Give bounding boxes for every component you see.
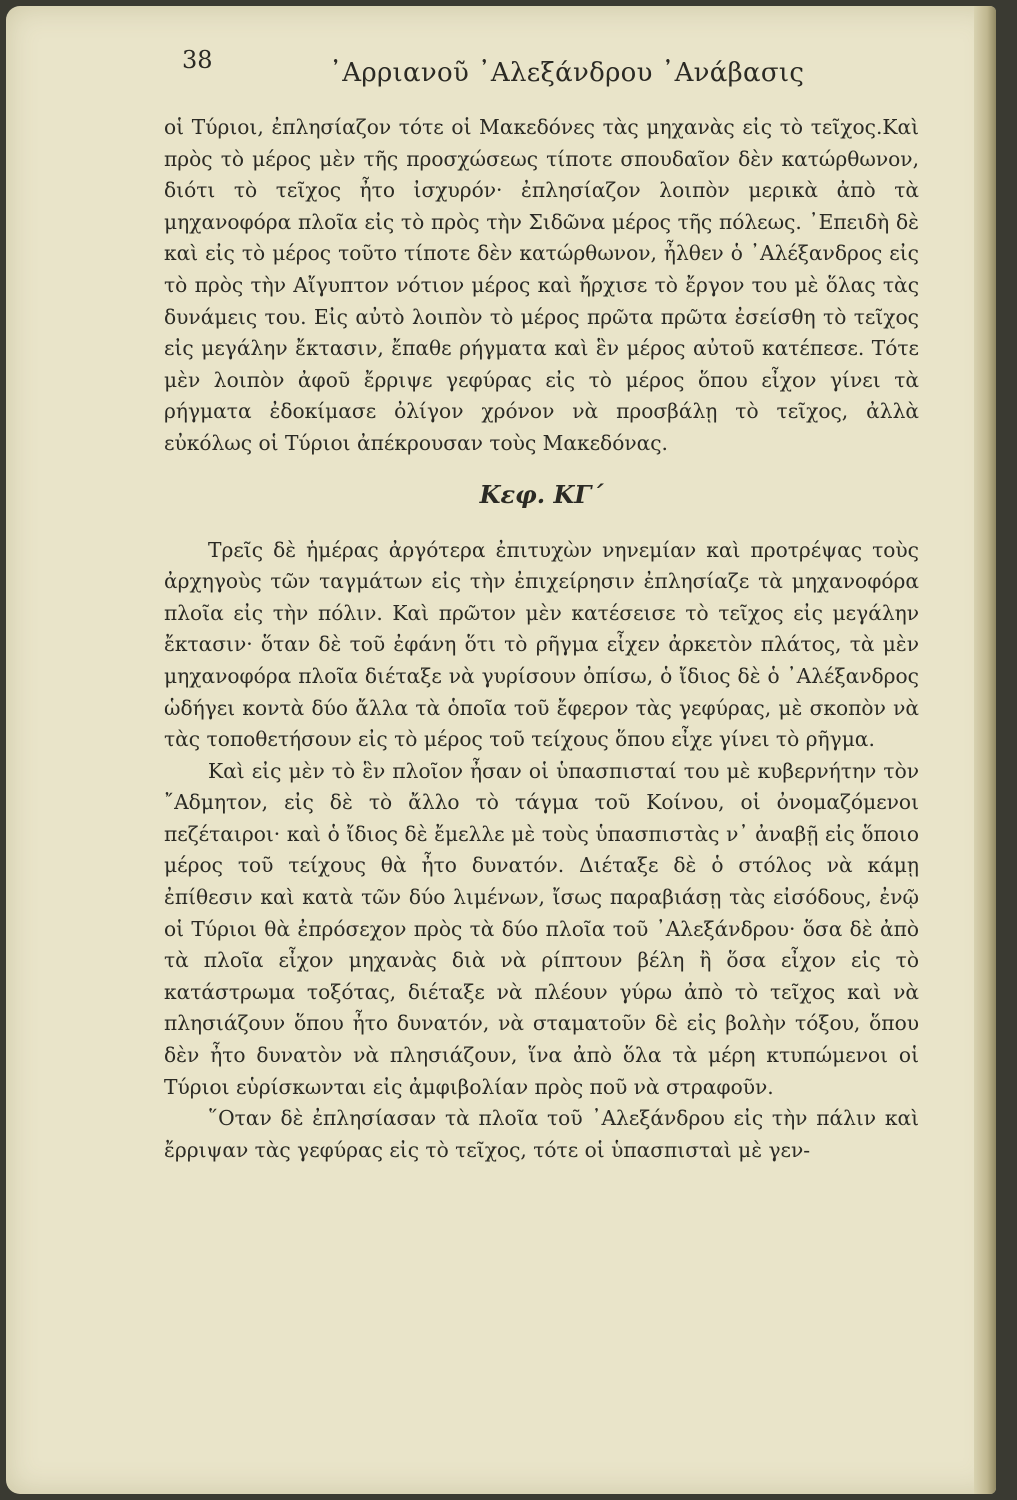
paragraph-1: οἱ Τύριοι, ἐπλησίαζον τότε οἱ Μακεδόνες τὰς μηχανὰς εἰς τὸ τεῖχος.Καὶ πρὸς τὸ μέρος μὲν τῆς προσχώσεως τίποτε σπουδαῖον δὲν κατώρθωνον, διότι τὸ τεῖχος ἦτο ἰσχυρόν· ἐπλησίαζον λοιπὸν μερικὰ ἀπὸ τὰ μηχανοφόρα πλοῖα εἰς τὸ πρὸς τὴν Σιδῶνα μέρος τῆς πόλεως. ᾿Επειδὴ δὲ καὶ εἰς τὸ μέρος τοῦτο τίποτε δὲν κατώρθωνον, ἦλθεν ὁ ᾿Αλέξανδρος εἰς τὸ πρὸς τὴν Αἴγυπτον νότιον μέρος καὶ ἤρχισε τὸ ἔργον του μὲ ὅλας τὰς δυνάμεις του. Εἰς αὐτὸ λοιπὸν τὸ μέρος πρῶτα πρῶτα ἐσείσθη τὸ τεῖχος εἰς μεγάλην ἔκτασιν, ἔπαθε ρήγματα καὶ ἓν μέρος αὐτοῦ κατέπεσε. Τότε μὲν λοιπὸν ἀφοῦ ἔρριψε γεφύρας εἰς τὸ μέρος ὅπου εἶχον γίνει τὰ ρήγματα ἐδοκίμασε ὀλίγον χρόνον νὰ προσβάλῃ τὸ τεῖχος, ἀλλὰ εὐκόλως οἱ Τύριοι ἀπέκρουσαν τοὺς Μακεδόνας. bbox=[164, 115, 919, 455]
paragraph-3: Καὶ εἰς μὲν τὸ ἓν πλοῖον ἦσαν οἱ ὑπασπισταί του μὲ κυβερνήτην τὸν ῎Αδμητον, εἰς δὲ τὸ ἄλλο τὸ τάγμα τοῦ Κοίνου, οἱ ὀνομαζόμενοι πεζέταιροι· καὶ ὁ ἴδιος δὲ ἔμελλε μὲ τοὺς ὑπασπιστὰς ν᾿ ἀναβῇ εἰς ὅποιο μέρος τοῦ τείχους θὰ ἦτο δυνατόν. Διέταξε δὲ ὁ στόλος νὰ κάμῃ ἐπίθεσιν καὶ κατὰ τῶν δύο λιμένων, ἴσως παραβιάσῃ τὰς εἰσόδους, ἐνῷ οἱ Τύριοι θὰ ἐπρόσεχον πρὸς τὰ δύο πλοῖα τοῦ ᾿Αλεξάνδρου· ὅσα δὲ ἀπὸ τὰ πλοῖα εἶχον μηχανὰς διὰ νὰ ρίπτουν βέλη ἢ ὅσα εἶχον εἰς τὸ κατάστρωμα τοξότας, διέταξε νὰ πλέουν γύρω ἀπὸ τὸ τεῖχος καὶ νὰ πλησιάζουν ὅπου ἦτο δυνατόν, νὰ σταματοῦν δὲ εἰς βολὴν τόξου, ὅπου δὲν ἦτο δυνατὸν νὰ πλησιάζουν, ἵνα ἀπὸ ὅλα τὰ μέρη κτυπώμενοι οἱ Τύριοι εὑρίσκωνται εἰς ἀμφιβολίαν πρὸς ποῦ νὰ στραφοῦν. bbox=[164, 758, 919, 1099]
paragraph-4: ῞Οταν δὲ ἐπλησίασαν τὰ πλοῖα τοῦ ᾿Αλεξάνδρου εἰς τὴν πάλιν καὶ ἔρριψαν τὰς γεφύρας εἰς τὸ τεῖχος, τότε οἱ ὑπασπισταὶ μὲ γεν- bbox=[164, 1106, 919, 1162]
page-number: 38 bbox=[182, 46, 213, 74]
running-title: ᾿Αρριανοῦ ᾿Αλεξάνδρου ᾿Ανάβασις bbox=[329, 58, 805, 88]
book-page bbox=[6, 6, 996, 1494]
page-spine-shadow bbox=[974, 6, 996, 1494]
paragraph-2: Τρεῖς δὲ ἡμέρας ἀργότερα ἐπιτυχὼν νηνεμίαν καὶ προτρέψας τοὺς ἀρχηγοὺς τῶν ταγμάτων εἰς τὴν ἐπιχείρησιν ἐπλησίαζε τὰ μηχανοφόρα πλοῖα εἰς τὴν πόλιν. Καὶ πρῶτον μὲν κατέσεισε τὸ τεῖχος εἰς μεγάλην ἔκτασιν· ὅταν δὲ τοῦ ἐφάνη ὅτι τὸ ρῆγμα εἶχεν ἀρκετὸν πλάτος, τὰ μὲν μηχανοφόρα πλοῖα διέταξε νὰ γυρίσουν ὀπίσω, ὁ ἴδιος δὲ ὁ ᾿Αλέξανδρος ὡδήγει κοντὰ δύο ἄλλα τὰ ὁποῖα τοῦ ἔφερον τὰς γεφύρας, μὲ σκοπὸν νὰ τὰς τοποθετήσουν εἰς τὸ μέρος τοῦ τείχους ὅπου εἶχε γίνει τὸ ρῆγμα. bbox=[164, 537, 919, 752]
chapter-heading: Κεφ. ΚΓ΄ bbox=[479, 479, 604, 509]
text-block bbox=[164, 42, 919, 1166]
page-header bbox=[164, 42, 919, 102]
